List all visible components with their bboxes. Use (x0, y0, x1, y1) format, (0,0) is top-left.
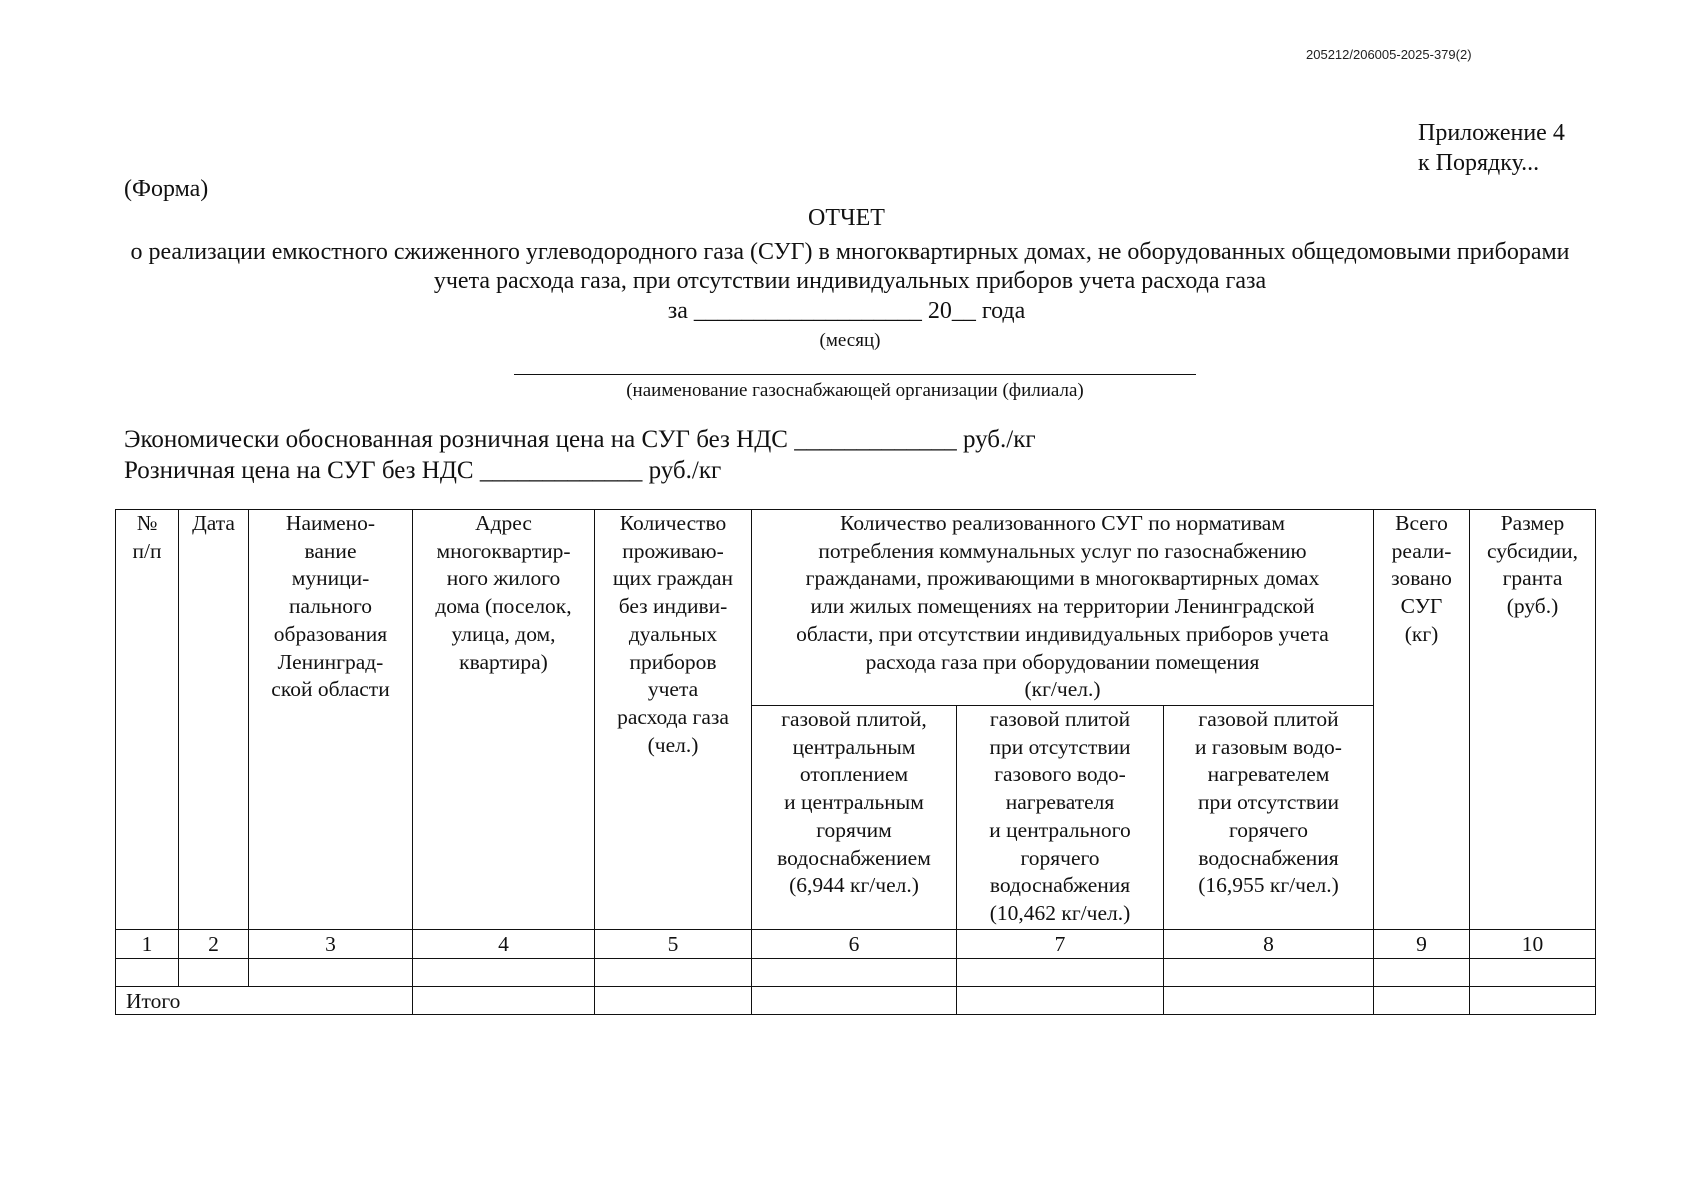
column-number: 10 (1470, 930, 1596, 959)
report-table (115, 509, 1596, 1015)
table-cell[interactable] (179, 959, 249, 987)
annex-line-1: Приложение 4 (1418, 120, 1565, 146)
document-id: 205212/206005-2025-379(2) (1306, 47, 1472, 62)
table-cell[interactable] (413, 959, 595, 987)
table-cell[interactable] (1374, 959, 1470, 987)
total-cell[interactable] (413, 987, 595, 1015)
month-hint: (месяц) (819, 330, 881, 351)
report-period (0, 298, 1693, 325)
column-number: 3 (249, 930, 413, 959)
column-number: 4 (413, 930, 595, 959)
column-number: 2 (179, 930, 249, 959)
header-total-sold: Всего реали- зовано СУГ (кг) (1374, 510, 1470, 930)
annex-line-2: к Порядку... (1418, 150, 1540, 176)
organization-name-line (514, 374, 1196, 375)
column-numbers-row (116, 930, 1596, 959)
header-address: Адрес многоквартир- ного жилого дома (поселок, улица, дом, квартира) (413, 510, 595, 930)
header-subsidy: Размер субсидии, гранта (руб.) (1470, 510, 1596, 930)
column-number: 8 (1164, 930, 1374, 959)
annex-reference (1418, 118, 1565, 178)
header-stove-with-heater: газовой плитой и газовым водо- нагревателем при отсутствии горячего водоснабжения (16,955 кг/чел.) (1164, 706, 1374, 930)
period-suffix: года (981, 298, 1026, 324)
column-number: 5 (595, 930, 752, 959)
column-number: 6 (752, 930, 957, 959)
report-title: ОТЧЕТ (808, 205, 885, 231)
total-cell[interactable] (1470, 987, 1596, 1015)
header-row-1 (116, 510, 1596, 706)
header-gas-sold-group: Количество реализованного СУГ по нормативам потребления коммунальных услуг по газоснабжению гражданами, проживающими в многоквартирных домах или жилых помещениях на территории Ленинградской области, при отсутствии индивидуальных приборов учета расхода газа при оборудовании помещения (кг/чел.) (752, 510, 1374, 706)
retail-price-line: Розничная цена на СУГ без НДС _____________ руб./кг (124, 457, 722, 484)
column-number: 9 (1374, 930, 1470, 959)
header-number: № п/п (116, 510, 179, 930)
table-cell[interactable] (1470, 959, 1596, 987)
header-stove-no-heater: газовой плитой при отсутствии газового водо- нагревателя и центрального горячего водоснабжения (10,462 кг/чел.) (957, 706, 1164, 930)
period-prefix: за (667, 298, 688, 324)
organization-hint: (наименование газоснабжающей организации (филиала) (626, 380, 1084, 401)
period-year: 20__ (927, 298, 976, 324)
header-stove-central-heating: газовой плитой, центральным отоплением и центральным горячим водоснабжением (6,944 кг/чел.) (752, 706, 957, 930)
total-row (116, 987, 1596, 1015)
header-date: Дата (179, 510, 249, 930)
header-residents: Количество проживаю- щих граждан без индиви- дуальных приборов учета расхода газа (чел.) (595, 510, 752, 930)
table-cell[interactable] (1164, 959, 1374, 987)
total-cell[interactable] (1374, 987, 1470, 1015)
economic-price-line: Экономически обоснованная розничная цена на СУГ без НДС _____________ руб./кг (124, 426, 1036, 453)
report-subtitle: о реализации емкостного сжиженного углеводородного газа (СУГ) в многоквартирных домах, не оборудованных общедомовыми приборами учета расхода газа, при отсутствии индивидуальных приборов учета расхода газа (130, 239, 1570, 294)
total-cell[interactable] (1164, 987, 1374, 1015)
period-month-blank: ___________________ (693, 298, 922, 324)
table-row (116, 959, 1596, 987)
table-cell[interactable] (957, 959, 1164, 987)
form-label: (Форма) (124, 176, 209, 202)
column-number: 7 (957, 930, 1164, 959)
table-cell[interactable] (249, 959, 413, 987)
column-number: 1 (116, 930, 179, 959)
table-cell[interactable] (752, 959, 957, 987)
header-municipality: Наимено- вание муници- пального образования Ленинград- ской области (249, 510, 413, 930)
total-label: Итого (116, 987, 413, 1015)
table-cell[interactable] (116, 959, 179, 987)
total-cell[interactable] (595, 987, 752, 1015)
table-cell[interactable] (595, 959, 752, 987)
total-cell[interactable] (752, 987, 957, 1015)
total-cell[interactable] (957, 987, 1164, 1015)
